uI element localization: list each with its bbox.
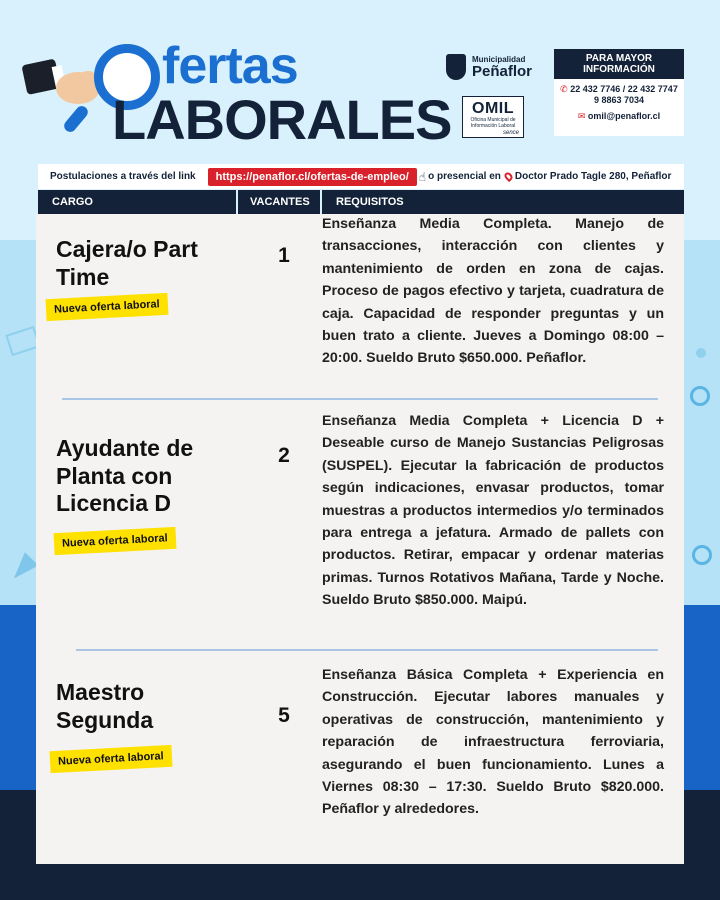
header-requisitos: REQUISITOS [322,190,684,214]
contact-info-title: PARA MAYOR INFORMACIÓN [554,49,684,79]
application-url-link[interactable]: https://penaflor.cl/ofertas-de-empleo/ [208,168,417,186]
new-offer-badge: Nueva oferta laboral [50,745,173,773]
title-ofertas: fertas [162,37,298,95]
new-offer-badge: Nueva oferta laboral [46,293,169,321]
ring-decoration [692,545,712,565]
ring-decoration [690,386,710,406]
row-divider [76,649,658,651]
header-vacantes: VACANTES [238,190,320,214]
email-line [554,111,684,122]
link-label: Postulaciones a través del link [50,171,196,182]
job-title: Ayudante de Planta con Licencia D [56,435,194,517]
hand-holding-magnifier-icon [22,56,106,114]
job-requirements: Enseñanza Media Completa. Manejo de transacciones, interacción con clientes y mantenimiento de orden en zona de cajas. Proceso de pagos efectivo y tarjeta, cuadratura de caja. Capacidad de responder preguntas y un buen trato a cliente. Jueves a Domingo 08:00 – 20:00. Sueldo Bruto $650.000. Peñaflor. [322,216,664,367]
omil-subtitle: Oficina Municipal de Información Laboral [470,117,516,129]
job-title: Maestro Segunda [56,679,154,733]
contact-info-box [554,49,684,136]
mail-icon: ✉ [577,110,586,121]
hand-pointer-icon: ☝ [418,169,427,184]
location-pin-icon [503,171,514,182]
job-requirements: Enseñanza Media Completa + Licencia D + Deseable curso de Manejo Sustancias Peligrosas (SUSPEL). Ejecutar la fabricación de productos según indicaciones, envasar productos, tomar muestras a productos intermedios y/o terminados para entrega a jefatura. Armado de pallets con productos. Retirar, empacar y ordenar materias primas. Turnos Rotativos Mañana, Tarde y Noche. Sueldo Bruto $850.000. Maipú. [322,413,664,609]
job-title: Cajera/o Part Time [56,236,198,290]
sence-logo: sence [503,130,520,136]
phone-icon: ✆ [560,84,568,94]
table-header [38,190,684,214]
phones-line-2: 9 8863 7034 [593,95,645,106]
address-text: Doctor Prado Tagle 280, Peñaflor [514,171,672,182]
header-cargo: CARGO [38,190,236,214]
shield-icon [446,54,466,80]
new-offer-badge: Nueva oferta laboral [54,527,177,555]
vacancies-count: 5 [278,704,290,727]
row-divider [62,398,658,400]
vacancies-count: 2 [278,444,290,467]
job-table [36,214,684,864]
omil-name: OMIL [472,100,514,117]
job-requirements: Enseñanza Básica Completa + Experiencia en Construcción. Ejecutar labores manuales y operativas de construcción, mantenimiento y reparación de infraestructura ferroviaria, asegurando el buen funcionamiento. Lunes a Viernes 08:30 – 17:30. Sueldo Bruto $820.000. Peñaflor y alrededores. [322,667,664,818]
dot-decoration [696,348,706,358]
municipality-label: Municipalidad [472,54,526,64]
municipality-name: Peñaflor [472,62,533,80]
title-laborales: LABORALES [112,88,452,151]
municipality-logo [446,54,532,80]
email-link[interactable]: omil@penaflor.cl [587,110,661,121]
vacancies-count: 1 [278,244,290,267]
phones-line-1: ✆ 22 432 7746 / 22 432 7747 [560,84,678,94]
application-link-bar [38,164,684,189]
or-text: o presencial en [428,171,501,182]
